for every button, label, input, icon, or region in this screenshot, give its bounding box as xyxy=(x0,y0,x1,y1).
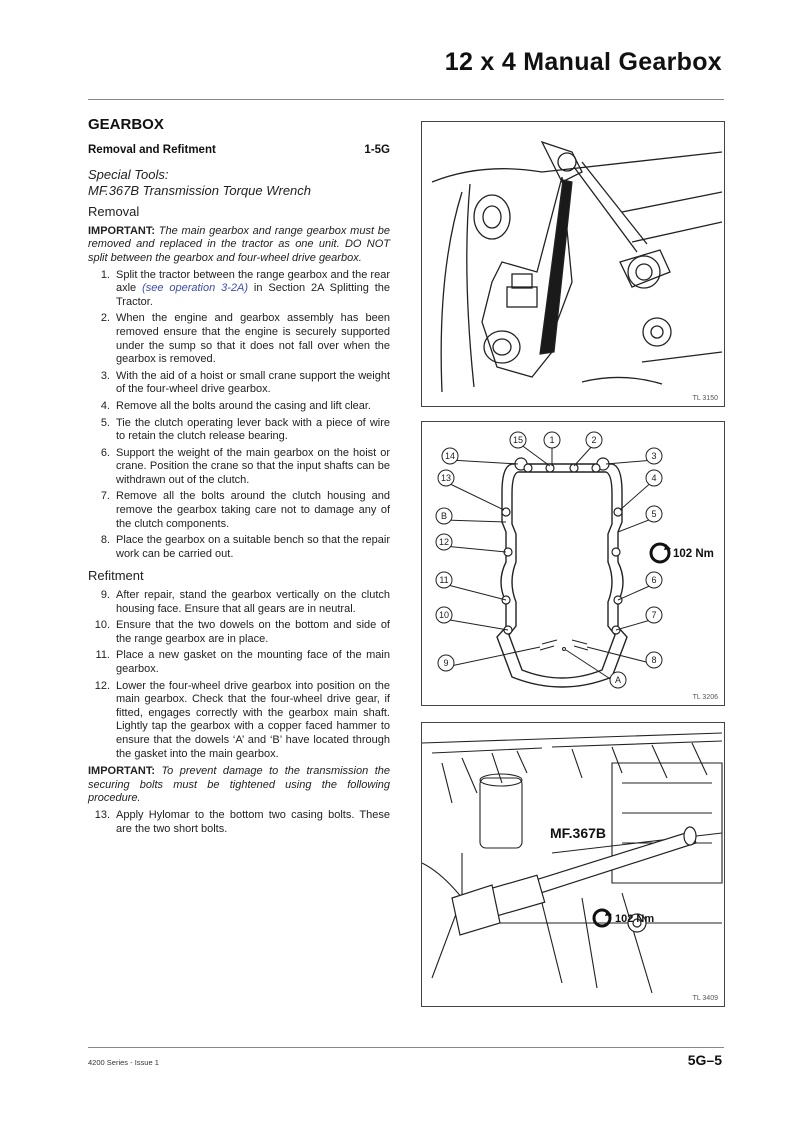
step-number: 12. xyxy=(94,679,110,692)
wrench-illustration xyxy=(422,723,724,1006)
step-number: 1. xyxy=(100,268,110,281)
step-text: Place the gearbox on a suitable bench so that the repair work can be carried out. xyxy=(116,534,390,560)
figure-torque-wrench-bracket xyxy=(421,121,725,407)
callout-label: 4 xyxy=(651,473,657,483)
callout-label: 1 xyxy=(549,435,555,445)
list-item xyxy=(88,649,390,676)
list-item xyxy=(88,490,390,531)
callout-label: 14 xyxy=(444,451,456,461)
list-item xyxy=(88,312,390,366)
operation-link[interactable]: (see operation 3-2A) xyxy=(142,282,249,295)
section-heading: GEARBOX xyxy=(88,116,164,133)
callout-label: 13 xyxy=(440,473,452,483)
list-item xyxy=(88,400,390,414)
list-item xyxy=(88,269,390,310)
torque-icon xyxy=(651,544,671,562)
header-rule xyxy=(88,99,724,100)
list-item xyxy=(88,619,390,646)
step-number: 6. xyxy=(100,446,110,459)
important-note-1 xyxy=(88,225,390,266)
step-text: Apply Hylomar to the bottom two casing bolts. These are the two short bolts. xyxy=(116,808,390,835)
figure-bolt-sequence xyxy=(421,421,725,706)
step-number: 9. xyxy=(100,589,110,602)
callout-label: A xyxy=(614,675,622,685)
step-number: 13. xyxy=(94,808,110,821)
important-label: IMPORTANT: xyxy=(88,765,156,778)
step-text: Place a new gasket on the mounting face of the main gearbox. xyxy=(116,649,390,675)
removal-steps xyxy=(88,269,390,310)
refitment-heading: Refitment xyxy=(88,568,144,584)
step-number: 4. xyxy=(100,399,110,412)
callout-label: 5 xyxy=(651,509,657,519)
step-text: Support the weight of the main gearbox on the hoist or crane. Position the crane so that the input shafts can be withdrawn out of the clutch. xyxy=(116,446,390,486)
step-number: 3. xyxy=(100,369,110,382)
text-column xyxy=(88,118,390,839)
list-item xyxy=(88,534,390,561)
step-number: 2. xyxy=(100,312,110,325)
operation-code: 1-5G xyxy=(364,143,390,156)
step-text: Lower the four-wheel drive gearbox into position on the main gearbox. Check that the four-wheel drive gear, if fitted, engages correctly with the gearbox main shaft. Lightly tap the gearbox with a copper faced hammer to ensure that the dowels ‘A’ and ‘B’ have located through the gasket into the main gearbox. xyxy=(116,679,390,760)
callout-label: 2 xyxy=(591,435,597,445)
step-text: When the engine and gearbox assembly has been removed ensure that the engine is securely supported under the sump so that it does not fall over when the gearbox is removed. xyxy=(116,312,390,366)
step-text: After repair, stand the gearbox vertically on the clutch housing face. Ensure that all gears are in neutral. xyxy=(116,589,390,615)
step-text-part: Split the tractor between the range gearbox and the rear axle xyxy=(116,268,390,295)
important-note-2 xyxy=(88,765,390,806)
page-number: 5G–5 xyxy=(687,1052,722,1068)
step-number: 11. xyxy=(95,649,110,662)
torque-icon xyxy=(594,910,612,926)
gearbox-casing-diagram xyxy=(422,422,724,705)
figure-label: TL 3409 xyxy=(692,995,718,1002)
subheading-row xyxy=(88,144,390,158)
callout-label: B xyxy=(440,511,448,521)
important-label: IMPORTANT: xyxy=(88,224,156,237)
footer-rule xyxy=(88,1047,724,1048)
step-text-part: in Section 2A Splitting the Tractor. xyxy=(116,282,390,308)
step-number: 8. xyxy=(100,534,110,547)
callout-label: 7 xyxy=(651,610,657,620)
tool-label: MF.367B xyxy=(550,825,607,841)
callout-label: 15 xyxy=(512,435,524,445)
list-item xyxy=(88,417,390,444)
callout-label: 12 xyxy=(438,537,450,547)
list-item xyxy=(88,809,390,836)
list-item xyxy=(88,447,390,488)
callout-label: 11 xyxy=(439,575,449,585)
step-text: Remove all the bolts around the clutch housing and remove the gearbox taking care not to damage any of the clutch components. xyxy=(116,490,390,530)
removal-steps-continued xyxy=(88,312,390,561)
subheading: Removal and Refitment xyxy=(88,143,216,156)
list-item xyxy=(88,680,390,762)
footer-series: 4200 Series - Issue 1 xyxy=(88,1058,159,1067)
special-tools-list: MF.367B Transmission Torque Wrench xyxy=(88,182,312,198)
step-text: Ensure that the two dowels on the bottom and side of the range gearbox are in place. xyxy=(116,619,390,645)
callout-label: 10 xyxy=(438,610,450,620)
torque-value: 102 Nm xyxy=(673,548,714,560)
callout-label: 6 xyxy=(651,575,657,585)
important-text: To prevent damage to the transmission the securing bolts must be tightened using the following procedure. xyxy=(88,765,390,805)
refitment-steps xyxy=(88,589,390,761)
step-number: 5. xyxy=(100,416,110,429)
figure-torque-wrench-use xyxy=(421,722,725,1007)
list-item xyxy=(88,370,390,397)
special-tools-label: Special Tools: xyxy=(88,167,169,183)
step-text: With the aid of a hoist or small crane support the weight of the four-wheel drive gearbox. xyxy=(116,369,390,396)
special-tools xyxy=(88,167,390,198)
torque-value: 102 Nm xyxy=(615,913,655,925)
callout-label: 8 xyxy=(651,655,657,665)
step-text: Remove all the bolts around the casing and lift clear. xyxy=(116,399,371,412)
list-item xyxy=(88,589,390,616)
final-steps xyxy=(88,809,390,836)
removal-heading: Removal xyxy=(88,204,140,220)
callout-label: 3 xyxy=(651,451,657,461)
figure-label: TL 3206 xyxy=(692,694,718,701)
step-number: 10. xyxy=(94,619,110,632)
callout-label: 9 xyxy=(443,658,449,668)
page-title: 12 x 4 Manual Gearbox xyxy=(444,48,722,76)
important-text: The main gearbox and range gearbox must be removed and replaced in the tractor as one unit. DO NOT split between the gearbox and four-wheel drive gearbox. xyxy=(88,224,390,264)
figure-label: TL 3150 xyxy=(692,395,718,402)
bracket-illustration xyxy=(422,122,724,406)
step-number: 7. xyxy=(100,490,110,503)
step-text xyxy=(116,269,390,310)
step-text: Tie the clutch operating lever back with a piece of wire to retain the clutch release bearing. xyxy=(116,416,390,443)
